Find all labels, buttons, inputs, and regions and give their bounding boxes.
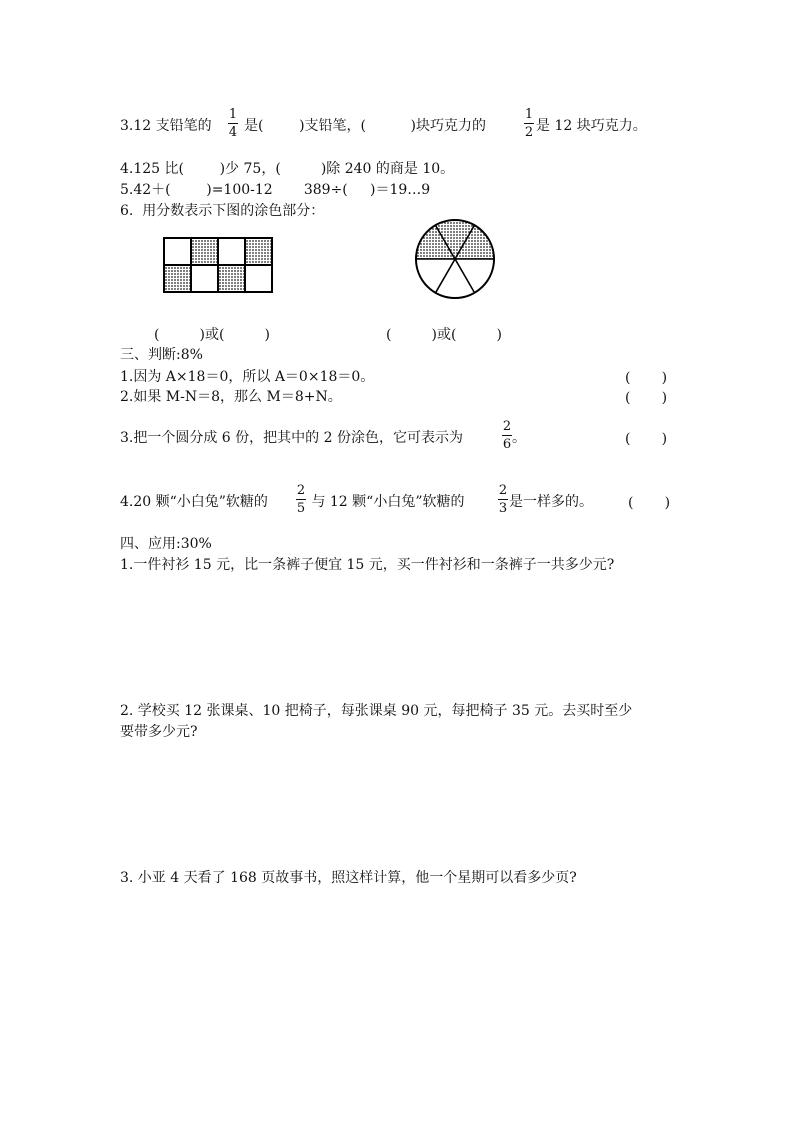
- judge-4-paren: ( ): [628, 495, 671, 511]
- grid-cell-shaded: [245, 238, 272, 265]
- judge-4-fraction-2-num: 2: [498, 483, 508, 498]
- judge-4-fraction-2-den: 3: [498, 501, 508, 516]
- judge-3-text-b: 。: [512, 430, 526, 446]
- judge-3-fraction: [502, 420, 512, 451]
- q6-text: 6. 用分数表示下图的涂色部分：: [120, 203, 325, 219]
- grid-cell-shaded: [191, 238, 218, 265]
- q4-text: 4.125 比( )少 75，( )除 240 的商是 10。: [120, 161, 455, 177]
- fraction-bar: [502, 435, 512, 436]
- judge-4-text-b: 与 12 颗“小白兔”软糖的: [307, 494, 465, 510]
- application-1: 1.一件衬衫 15 元，比一条裤子便宜 15 元，买一件衬衫和一条裤子一共多少元?: [120, 557, 615, 573]
- judge-4-fraction-1-num: 2: [296, 483, 306, 498]
- judge-1-paren: ( ): [625, 370, 668, 386]
- q3-fraction-1-num: 1: [228, 107, 238, 122]
- figures: [0, 0, 793, 320]
- q3-fraction-2-num: 1: [524, 107, 534, 122]
- judge-2: 2.如果 M-N＝8，那么 M＝8+N。: [120, 389, 342, 405]
- judge-4-fraction-1-den: 5: [296, 501, 306, 516]
- grid-cell: [245, 265, 272, 292]
- judge-3-text-a: 3.把一个圆分成 6 份，把其中的 2 份涂色，它可表示为: [120, 430, 463, 446]
- section4-title: 四、应用:30%: [120, 536, 212, 552]
- q3-fraction-2-den: 2: [524, 125, 534, 140]
- grid-cell: [164, 238, 191, 265]
- fraction-bar: [296, 499, 306, 500]
- application-2-line-2: 要带多少元?: [120, 724, 198, 740]
- answer-blank-right: ( )或( ): [386, 327, 502, 343]
- application-2-line-1: 2. 学校买 12 张课桌、10 把椅子，每张课桌 90 元，每把椅子 35 元。去买时至少: [120, 703, 633, 719]
- grid-cell-shaded: [164, 265, 191, 292]
- q3-text-a: 3.12 支铅笔的: [120, 118, 212, 134]
- q3-fraction-1-den: 4: [228, 125, 238, 140]
- q3-text-b: 是( )支铅笔，( )块巧克力的: [244, 118, 486, 134]
- answer-blank-left: ( )或( ): [154, 327, 270, 343]
- grid-cell: [218, 238, 245, 265]
- q5-text: 5.42＋( )=100-12 389÷( )＝19…9: [120, 182, 431, 198]
- judge-4-fraction-1: [296, 484, 306, 515]
- judge-3-fraction-den: 6: [502, 437, 512, 452]
- judge-3-fraction-num: 2: [502, 419, 512, 434]
- judge-4-text-a: 4.20 颗“小白兔”软糖的: [120, 494, 268, 510]
- judge-4-fraction-2: [498, 484, 508, 515]
- grid-figure: [164, 238, 272, 292]
- judge-4-text-c: 是一样多的。: [509, 494, 593, 510]
- q3-text-c: 是 12 块巧克力。: [536, 118, 647, 134]
- grid-cell: [191, 265, 218, 292]
- judge-1: 1.因为 A×18＝0，所以 A＝0×18＝0。: [120, 369, 375, 385]
- circle-figure: [416, 220, 494, 298]
- judge-2-paren: ( ): [625, 390, 668, 406]
- application-3: 3. 小亚 4 天看了 168 页故事书，照这样计算，他一个星期可以看多少页?: [120, 870, 577, 886]
- fraction-bar: [498, 499, 508, 500]
- grid-cell-shaded: [218, 265, 245, 292]
- section3-title: 三、判断:8%: [120, 347, 203, 363]
- judge-3-paren: ( ): [625, 431, 668, 447]
